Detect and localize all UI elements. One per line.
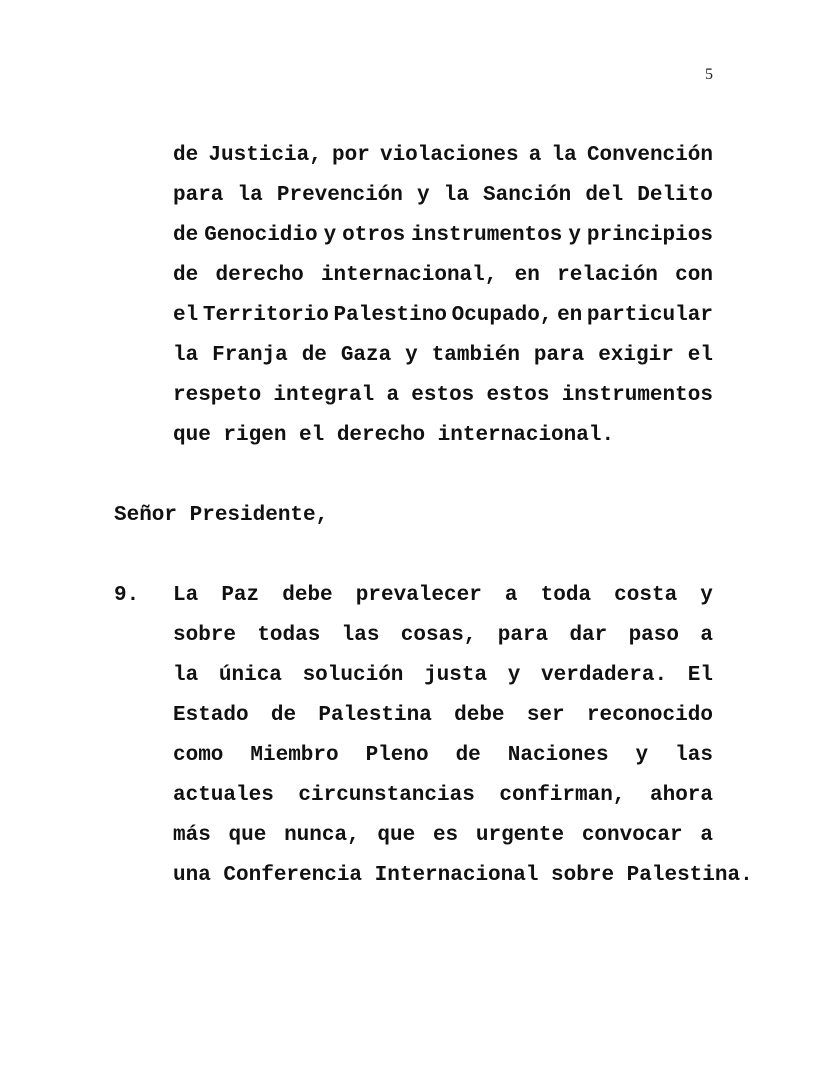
paragraph-line <box>173 296 713 336</box>
word: estos <box>411 384 475 407</box>
word: en <box>514 264 540 287</box>
word: debe <box>282 584 333 607</box>
word: para <box>497 624 549 647</box>
word: prevalecer <box>355 584 482 607</box>
continuation-paragraph <box>173 136 713 456</box>
item-9-paragraph <box>173 576 753 896</box>
word: Sanción <box>483 184 572 207</box>
item-number: 9. <box>114 584 140 607</box>
word: de <box>173 144 199 167</box>
word: exigir <box>598 344 674 367</box>
paragraph-line <box>173 816 713 856</box>
word: La <box>173 584 199 607</box>
word: derecho <box>215 264 304 287</box>
word: Palestina <box>318 704 432 727</box>
paragraph-line <box>173 616 713 656</box>
word: reconocido <box>586 704 713 727</box>
word: circunstancias <box>298 784 475 807</box>
word: para <box>173 184 224 207</box>
word: ser <box>526 704 565 727</box>
word: la <box>551 144 577 167</box>
word: Miembro <box>250 744 339 767</box>
word: relación <box>557 264 658 287</box>
word: Naciones <box>507 744 609 767</box>
word: y <box>417 184 430 207</box>
word: a <box>386 384 400 407</box>
word: de <box>301 344 327 367</box>
word: para <box>533 344 585 367</box>
word: Delito <box>637 184 713 207</box>
word: otros <box>342 224 406 247</box>
word: convocar <box>581 824 683 847</box>
word: confirman, <box>499 784 626 807</box>
word: Gaza <box>340 344 392 367</box>
word: principios <box>586 224 713 247</box>
word: y <box>635 744 649 767</box>
word: el <box>687 344 713 367</box>
word: y <box>323 224 337 247</box>
word: a <box>700 624 713 647</box>
word: la <box>443 184 469 207</box>
word: Ocupado, <box>451 304 553 327</box>
paragraph-line <box>173 736 713 776</box>
word: de <box>270 704 297 727</box>
word: respeto <box>173 384 262 407</box>
word: la <box>173 664 199 687</box>
word: todas <box>257 624 321 647</box>
word: urgente <box>475 824 565 847</box>
paragraph-line <box>173 696 713 736</box>
word: más <box>173 824 211 847</box>
word: a <box>700 824 713 847</box>
word: como <box>173 744 224 767</box>
word: Convención <box>586 144 713 167</box>
word: a <box>528 144 542 167</box>
word: internacional, <box>320 264 498 287</box>
page-number: 5 <box>705 66 713 83</box>
word: Territorio <box>202 304 329 327</box>
word: instrumentos <box>561 384 713 407</box>
word: y <box>507 664 521 687</box>
word: y <box>700 584 713 607</box>
word: de <box>455 744 481 767</box>
word: en <box>557 304 583 327</box>
paragraph-line <box>173 256 713 296</box>
word: particular <box>586 304 713 327</box>
word: a <box>504 584 518 607</box>
word: paso <box>628 624 679 647</box>
paragraph-line <box>173 776 713 816</box>
paragraph-line <box>173 576 713 616</box>
word: de <box>173 224 199 247</box>
word: las <box>341 624 380 647</box>
word: con <box>675 264 713 287</box>
word: por <box>331 144 370 167</box>
word: que <box>228 824 267 847</box>
word: actuales <box>173 784 274 807</box>
salutation: Señor Presidente, <box>114 504 329 527</box>
word: El <box>687 664 713 687</box>
word: las <box>675 744 713 767</box>
word: Justicia, <box>208 144 322 167</box>
word: de <box>173 264 199 287</box>
word: Paz <box>221 584 260 607</box>
word: Genocidio <box>204 224 318 247</box>
word: que <box>377 824 416 847</box>
word: costa <box>614 584 678 607</box>
word: debe <box>454 704 505 727</box>
word: es <box>432 824 459 847</box>
word: única <box>218 664 282 687</box>
word: Palestino <box>333 304 447 327</box>
word: Pleno <box>365 744 429 767</box>
paragraph-line: una Conferencia Internacional sobre Palestina. <box>173 864 753 887</box>
word: ahora <box>649 784 713 807</box>
word: dar <box>569 624 608 647</box>
word: estos <box>486 384 550 407</box>
word: el <box>173 304 199 327</box>
word: y <box>568 224 581 247</box>
word: también <box>431 344 520 367</box>
word: del <box>585 184 624 207</box>
paragraph-line: que rigen el derecho internacional. <box>173 424 615 447</box>
word: Prevención <box>276 184 403 207</box>
word: justa <box>424 664 488 687</box>
paragraph-line <box>173 136 713 176</box>
word: Franja <box>212 344 288 367</box>
paragraph-line <box>173 176 713 216</box>
word: sobre <box>173 624 237 647</box>
word: cosas, <box>400 624 477 647</box>
paragraph-line <box>173 376 713 416</box>
word: solución <box>302 664 404 687</box>
word: instrumentos <box>411 224 563 247</box>
word: violaciones <box>379 144 519 167</box>
word: integral <box>273 384 375 407</box>
word: y <box>405 344 418 367</box>
paragraph-line <box>173 656 713 696</box>
word: la <box>237 184 263 207</box>
word: nunca, <box>284 824 360 847</box>
paragraph-line <box>173 336 713 376</box>
word: verdadera. <box>541 664 668 687</box>
word: la <box>173 344 199 367</box>
word: Estado <box>173 704 249 727</box>
word: toda <box>540 584 592 607</box>
paragraph-line <box>173 216 713 256</box>
